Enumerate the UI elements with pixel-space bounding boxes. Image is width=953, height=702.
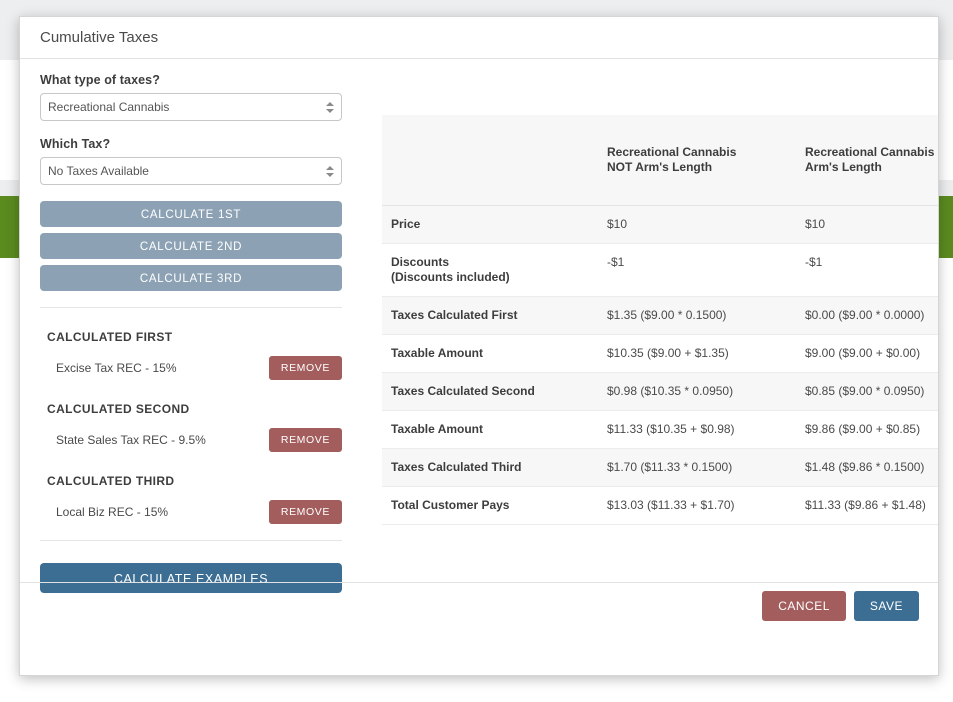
cumulative-taxes-dialog (19, 16, 939, 676)
cell-not-arms-length: $11.33 ($10.35 + $0.98) (598, 411, 796, 449)
cell-not-arms-length: $10.35 ($9.00 + $1.35) (598, 335, 796, 373)
which-tax-select[interactable] (40, 157, 342, 185)
cell-arms-length: $11.33 ($9.86 + $1.48) (796, 487, 939, 525)
table-header-row (382, 115, 939, 206)
calculate-3rd-button[interactable]: CALCULATE 3RD (40, 265, 342, 291)
tax-examples-table-wrap (382, 115, 935, 525)
table-row (382, 206, 939, 244)
tax-examples-table (382, 115, 939, 525)
column-header-arms-length (796, 115, 939, 206)
divider (40, 540, 342, 541)
column-header-line2: NOT Arm's Length (607, 160, 713, 174)
row-label (382, 244, 598, 297)
calculate-examples-button[interactable]: CALCULATE EXAMPLES (40, 563, 342, 593)
cell-arms-length: $9.00 ($9.00 + $0.00) (796, 335, 939, 373)
row-label: Taxes Calculated Third (382, 449, 598, 487)
tax-type-select[interactable] (40, 93, 342, 121)
dialog-body (20, 59, 938, 629)
cell-arms-length: $1.48 ($9.86 * 0.1500) (796, 449, 939, 487)
calculated-third-heading: CALCULATED THIRD (47, 474, 175, 488)
cell-not-arms-length: -$1 (598, 244, 796, 297)
which-tax-select-wrap (40, 157, 342, 185)
table-row (382, 449, 939, 487)
table-row (382, 487, 939, 525)
row-label: Total Customer Pays (382, 487, 598, 525)
tax-configuration-panel (40, 73, 342, 593)
table-row (382, 373, 939, 411)
cell-arms-length: -$1 (796, 244, 939, 297)
calculated-second-tax-label: State Sales Tax REC - 9.5% (56, 433, 206, 447)
remove-calculated-first-button[interactable]: REMOVE (269, 356, 342, 380)
calculated-second-heading: CALCULATED SECOND (47, 402, 190, 416)
row-label: Taxes Calculated Second (382, 373, 598, 411)
divider (40, 307, 342, 308)
remove-calculated-second-button[interactable]: REMOVE (269, 428, 342, 452)
table-body (382, 206, 939, 525)
cell-not-arms-length: $10 (598, 206, 796, 244)
calculate-2nd-button[interactable]: CALCULATE 2ND (40, 233, 342, 259)
cell-arms-length: $10 (796, 206, 939, 244)
calculated-third-tax-label: Local Biz REC - 15% (56, 505, 169, 519)
cell-not-arms-length: $1.70 ($11.33 * 0.1500) (598, 449, 796, 487)
cell-not-arms-length: $13.03 ($11.33 + $1.70) (598, 487, 796, 525)
calculated-first-heading: CALCULATED FIRST (47, 330, 173, 344)
remove-calculated-third-button[interactable]: REMOVE (269, 500, 342, 524)
list-item (40, 356, 342, 380)
row-label: Price (382, 206, 598, 244)
table-row (382, 244, 939, 297)
column-header-line1: Recreational Cannabis (805, 145, 935, 159)
cell-arms-length: $0.00 ($9.00 * 0.0000) (796, 297, 939, 335)
row-label: Taxable Amount (382, 335, 598, 373)
tax-type-select-wrap (40, 93, 342, 121)
column-header-not-arms-length (598, 115, 796, 206)
row-label: Taxable Amount (382, 411, 598, 449)
row-label: Taxes Calculated First (382, 297, 598, 335)
dialog-header (20, 17, 938, 59)
which-tax-label: Which Tax? (40, 137, 111, 151)
column-header-line2: Arm's Length (805, 160, 882, 174)
save-button[interactable]: SAVE (854, 591, 919, 621)
cell-arms-length: $0.85 ($9.00 * 0.0950) (796, 373, 939, 411)
dialog-footer (20, 582, 938, 629)
table-row (382, 335, 939, 373)
cell-not-arms-length: $0.98 ($10.35 * 0.0950) (598, 373, 796, 411)
row-label-line2: (Discounts included) (391, 270, 510, 284)
calculated-first-tax-label: Excise Tax REC - 15% (56, 361, 177, 375)
cell-not-arms-length: $1.35 ($9.00 * 0.1500) (598, 297, 796, 335)
dialog-title: Cumulative Taxes (40, 29, 159, 46)
list-item (40, 428, 342, 452)
row-label-line1: Discounts (391, 255, 450, 269)
cancel-button[interactable]: CANCEL (762, 591, 846, 621)
calculate-1st-button[interactable]: CALCULATE 1ST (40, 201, 342, 227)
table-head (382, 115, 939, 206)
table-row (382, 297, 939, 335)
column-header-line1: Recreational Cannabis (607, 145, 737, 159)
list-item (40, 500, 342, 524)
table-row (382, 411, 939, 449)
cell-arms-length: $9.86 ($9.00 + $0.85) (796, 411, 939, 449)
tax-type-label: What type of taxes? (40, 73, 160, 87)
column-header-blank (382, 115, 598, 206)
